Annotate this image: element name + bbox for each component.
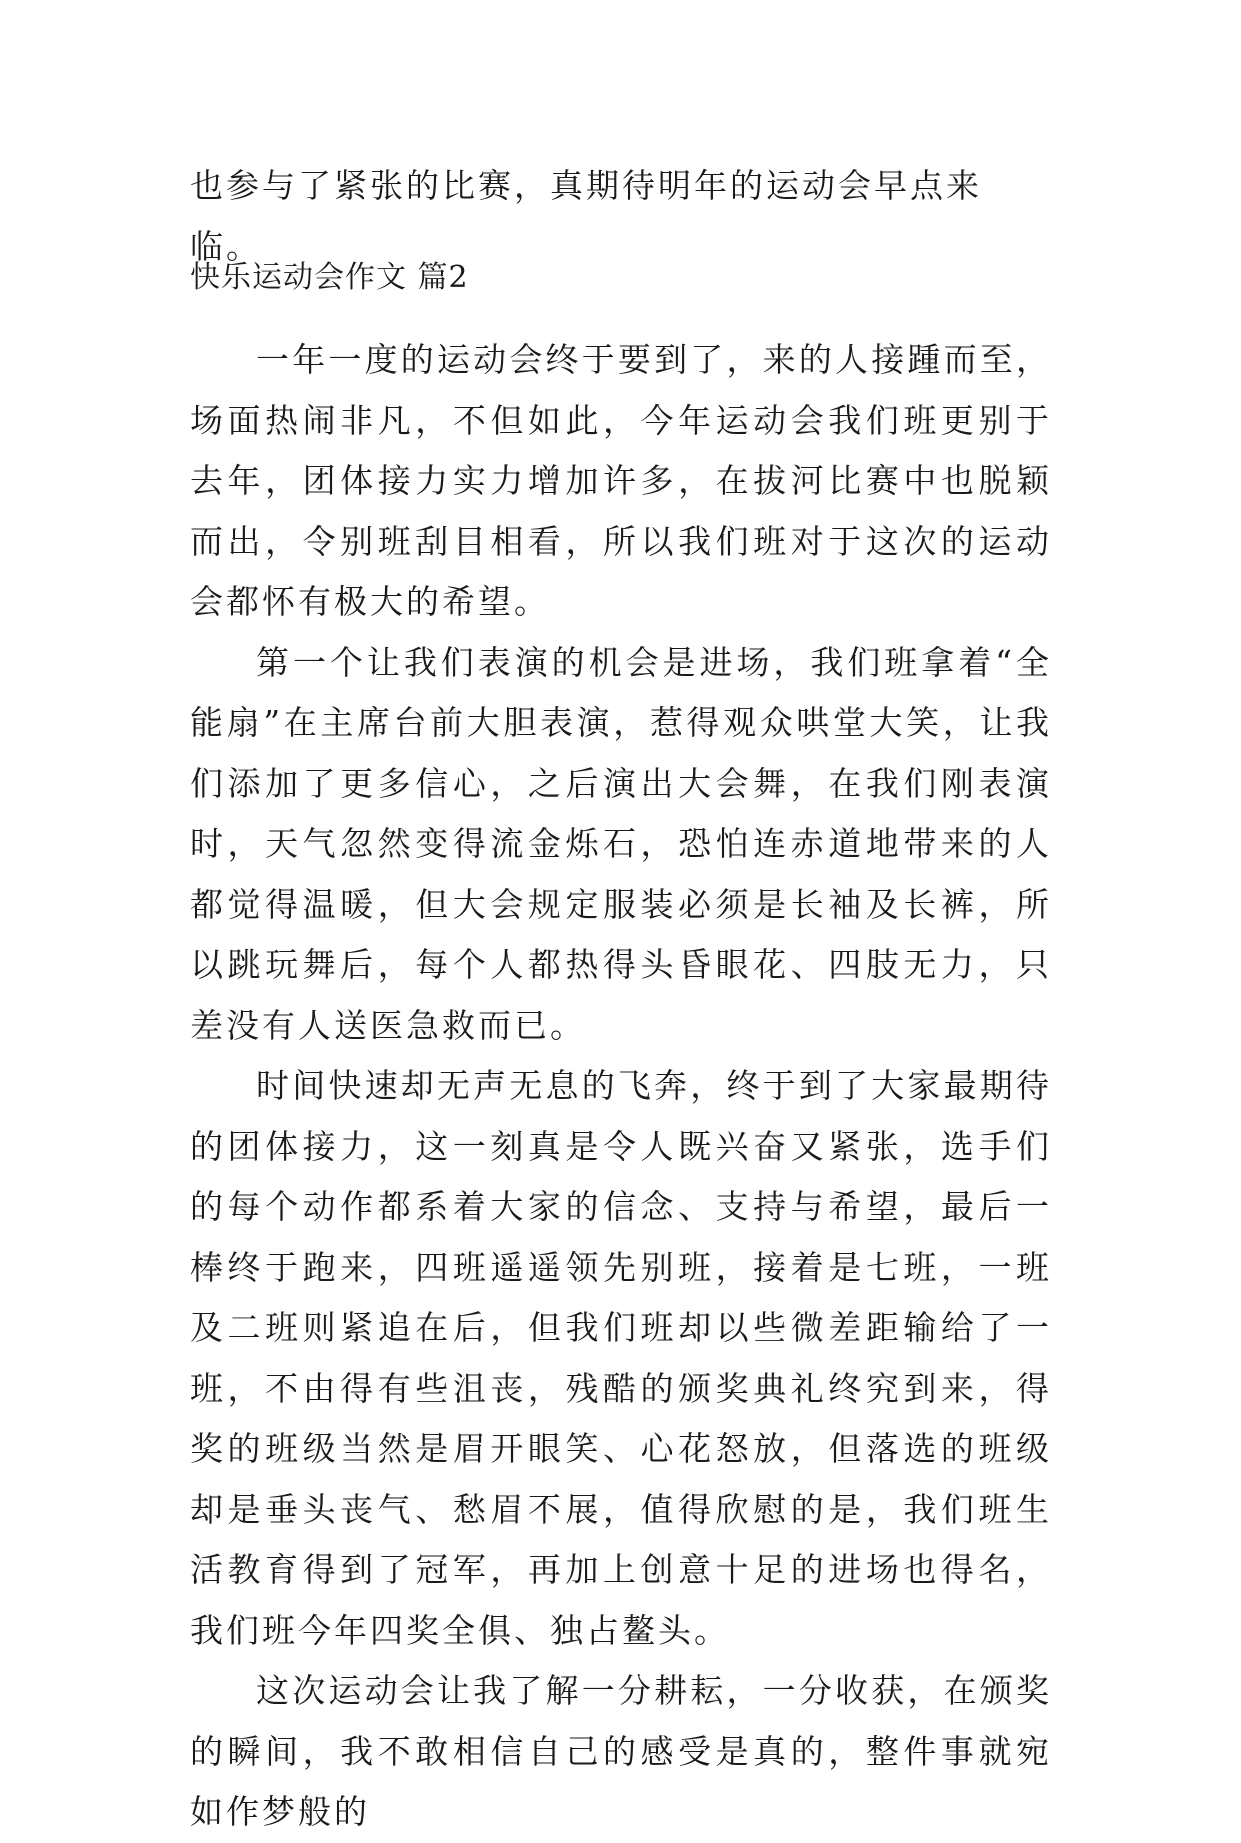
continuation-line: 也参与了紧张的比赛，真期待明年的运动会早点来临。 — [190, 166, 982, 266]
paragraph-1: 一年一度的运动会终于要到了，来的人接踵而至，场面热闹非凡，不但如此，今年运动会我们班更别于去年，团体接力实力增加许多，在拔河比赛中也脱颖而出，令别班刮目相看，所以我们班对于这次的运动会都怀有极大的希望。 — [190, 340, 1052, 621]
article-body — [190, 330, 1052, 1843]
section-title: 快乐运动会作文 篇2 — [190, 260, 469, 295]
paragraph-4: 这次运动会让我了解一分耕耘，一分收获，在颁奖的瞬间，我不敢相信自己的感受是真的，整件事就宛如作梦般的 — [190, 1671, 1052, 1831]
paragraph-2: 第一个让我们表演的机会是进场，我们班拿着“全能扇”在主席台前大胆表演，惹得观众哄堂大笑，让我们添加了更多信心，之后演出大会舞，在我们刚表演时，天气忽然变得流金烁石，恐怕连赤道地带来的人都觉得温暖，但大会规定服装必须是长袖及长裤，所以跳玩舞后，每个人都热得头昏眼花、四肢无力，只差没有人送医急救而已。 — [190, 642, 1052, 1045]
paragraph-3: 时间快速却无声无息的飞奔，终于到了大家最期待的团体接力，这一刻真是令人既兴奋又紧张，选手们的每个动作都系着大家的信念、支持与希望，最后一棒终于跑来，四班遥遥领先别班，接着是七班，一班及二班则紧追在后，但我们班却以些微差距输给了一班，不由得有些沮丧，残酷的颁奖典礼终究到来，得奖的班级当然是眉开眼笑、心花怒放，但落选的班级却是垂头丧气、愁眉不展，值得欣慰的是，我们班生活教育得到了冠军，再加上创意十足的进场也得名，我们班今年四奖全俱、独占鳌头。 — [190, 1066, 1052, 1650]
